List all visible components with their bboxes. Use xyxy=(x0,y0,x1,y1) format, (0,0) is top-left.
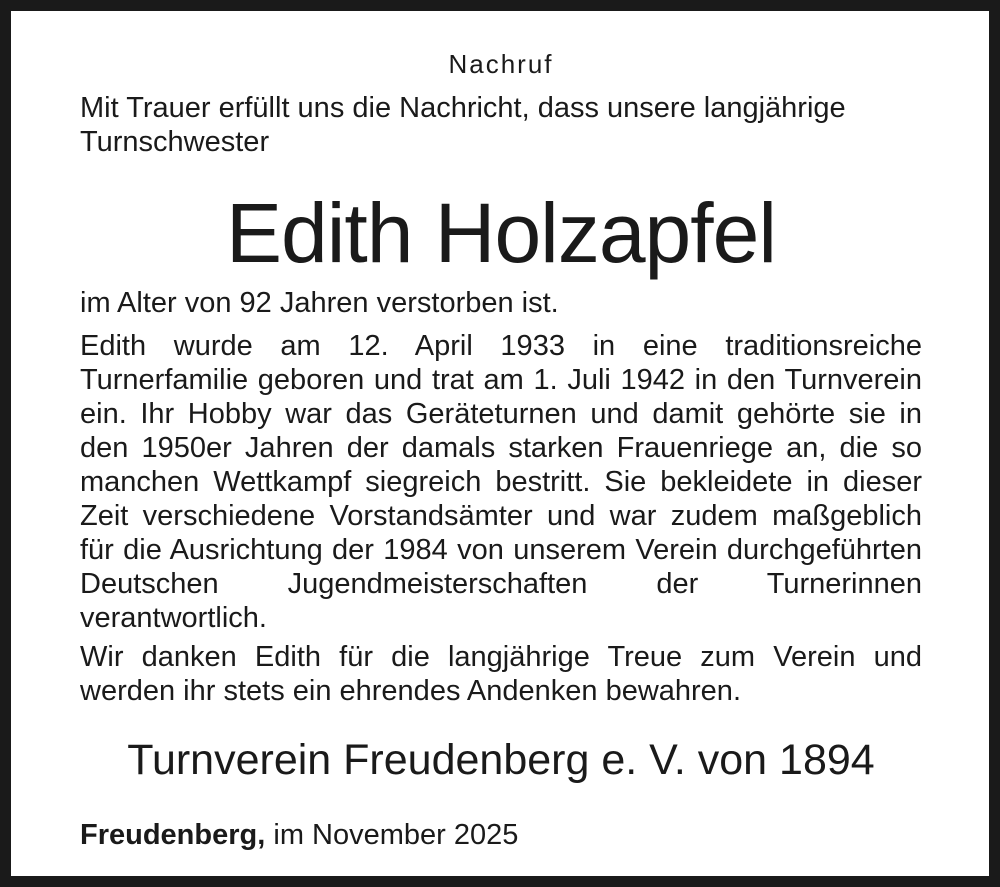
age-line: im Alter von 92 Jahren verstorben ist. xyxy=(80,287,559,319)
biography-paragraph: Edith wurde am 12. April 1933 in eine traditionsreiche Turnerfamilie geboren und trat am 1. Juli 1942 in den Turnverein ein. Ihr Hobby war das Geräteturnen und damit gehörte sie in den 1950er Jahren der damals starken Frauenriege an, die so manchen Wettkampf siegreich bestritt. Sie bekleidete in dieser Zeit verschiedene Vorstandsämter und war zudem maßgeblich für die Ausrichtung der 1984 von unserem Verein durchgeführten Deutschen Jugendmeisterschaften der Turnerinnen verantwortlich. xyxy=(80,330,922,634)
notice-heading: Nachruf xyxy=(448,49,554,79)
thanks-paragraph: Wir danken Edith für die langjährige Treue zum Verein und werden ihr stets ein ehrendes Andenken bewahren. xyxy=(80,641,922,707)
organization-name: Turnverein Freudenberg e. V. von 1894 xyxy=(127,736,875,784)
signoff-line xyxy=(80,818,922,852)
signoff-date: im November 2025 xyxy=(273,819,519,851)
intro-paragraph: Mit Trauer erfüllt uns die Nachricht, dass unsere langjährige Turnschwester xyxy=(80,92,846,158)
signoff-place: Freudenberg, xyxy=(80,819,266,851)
deceased-name: Edith Holzapfel xyxy=(226,186,776,280)
